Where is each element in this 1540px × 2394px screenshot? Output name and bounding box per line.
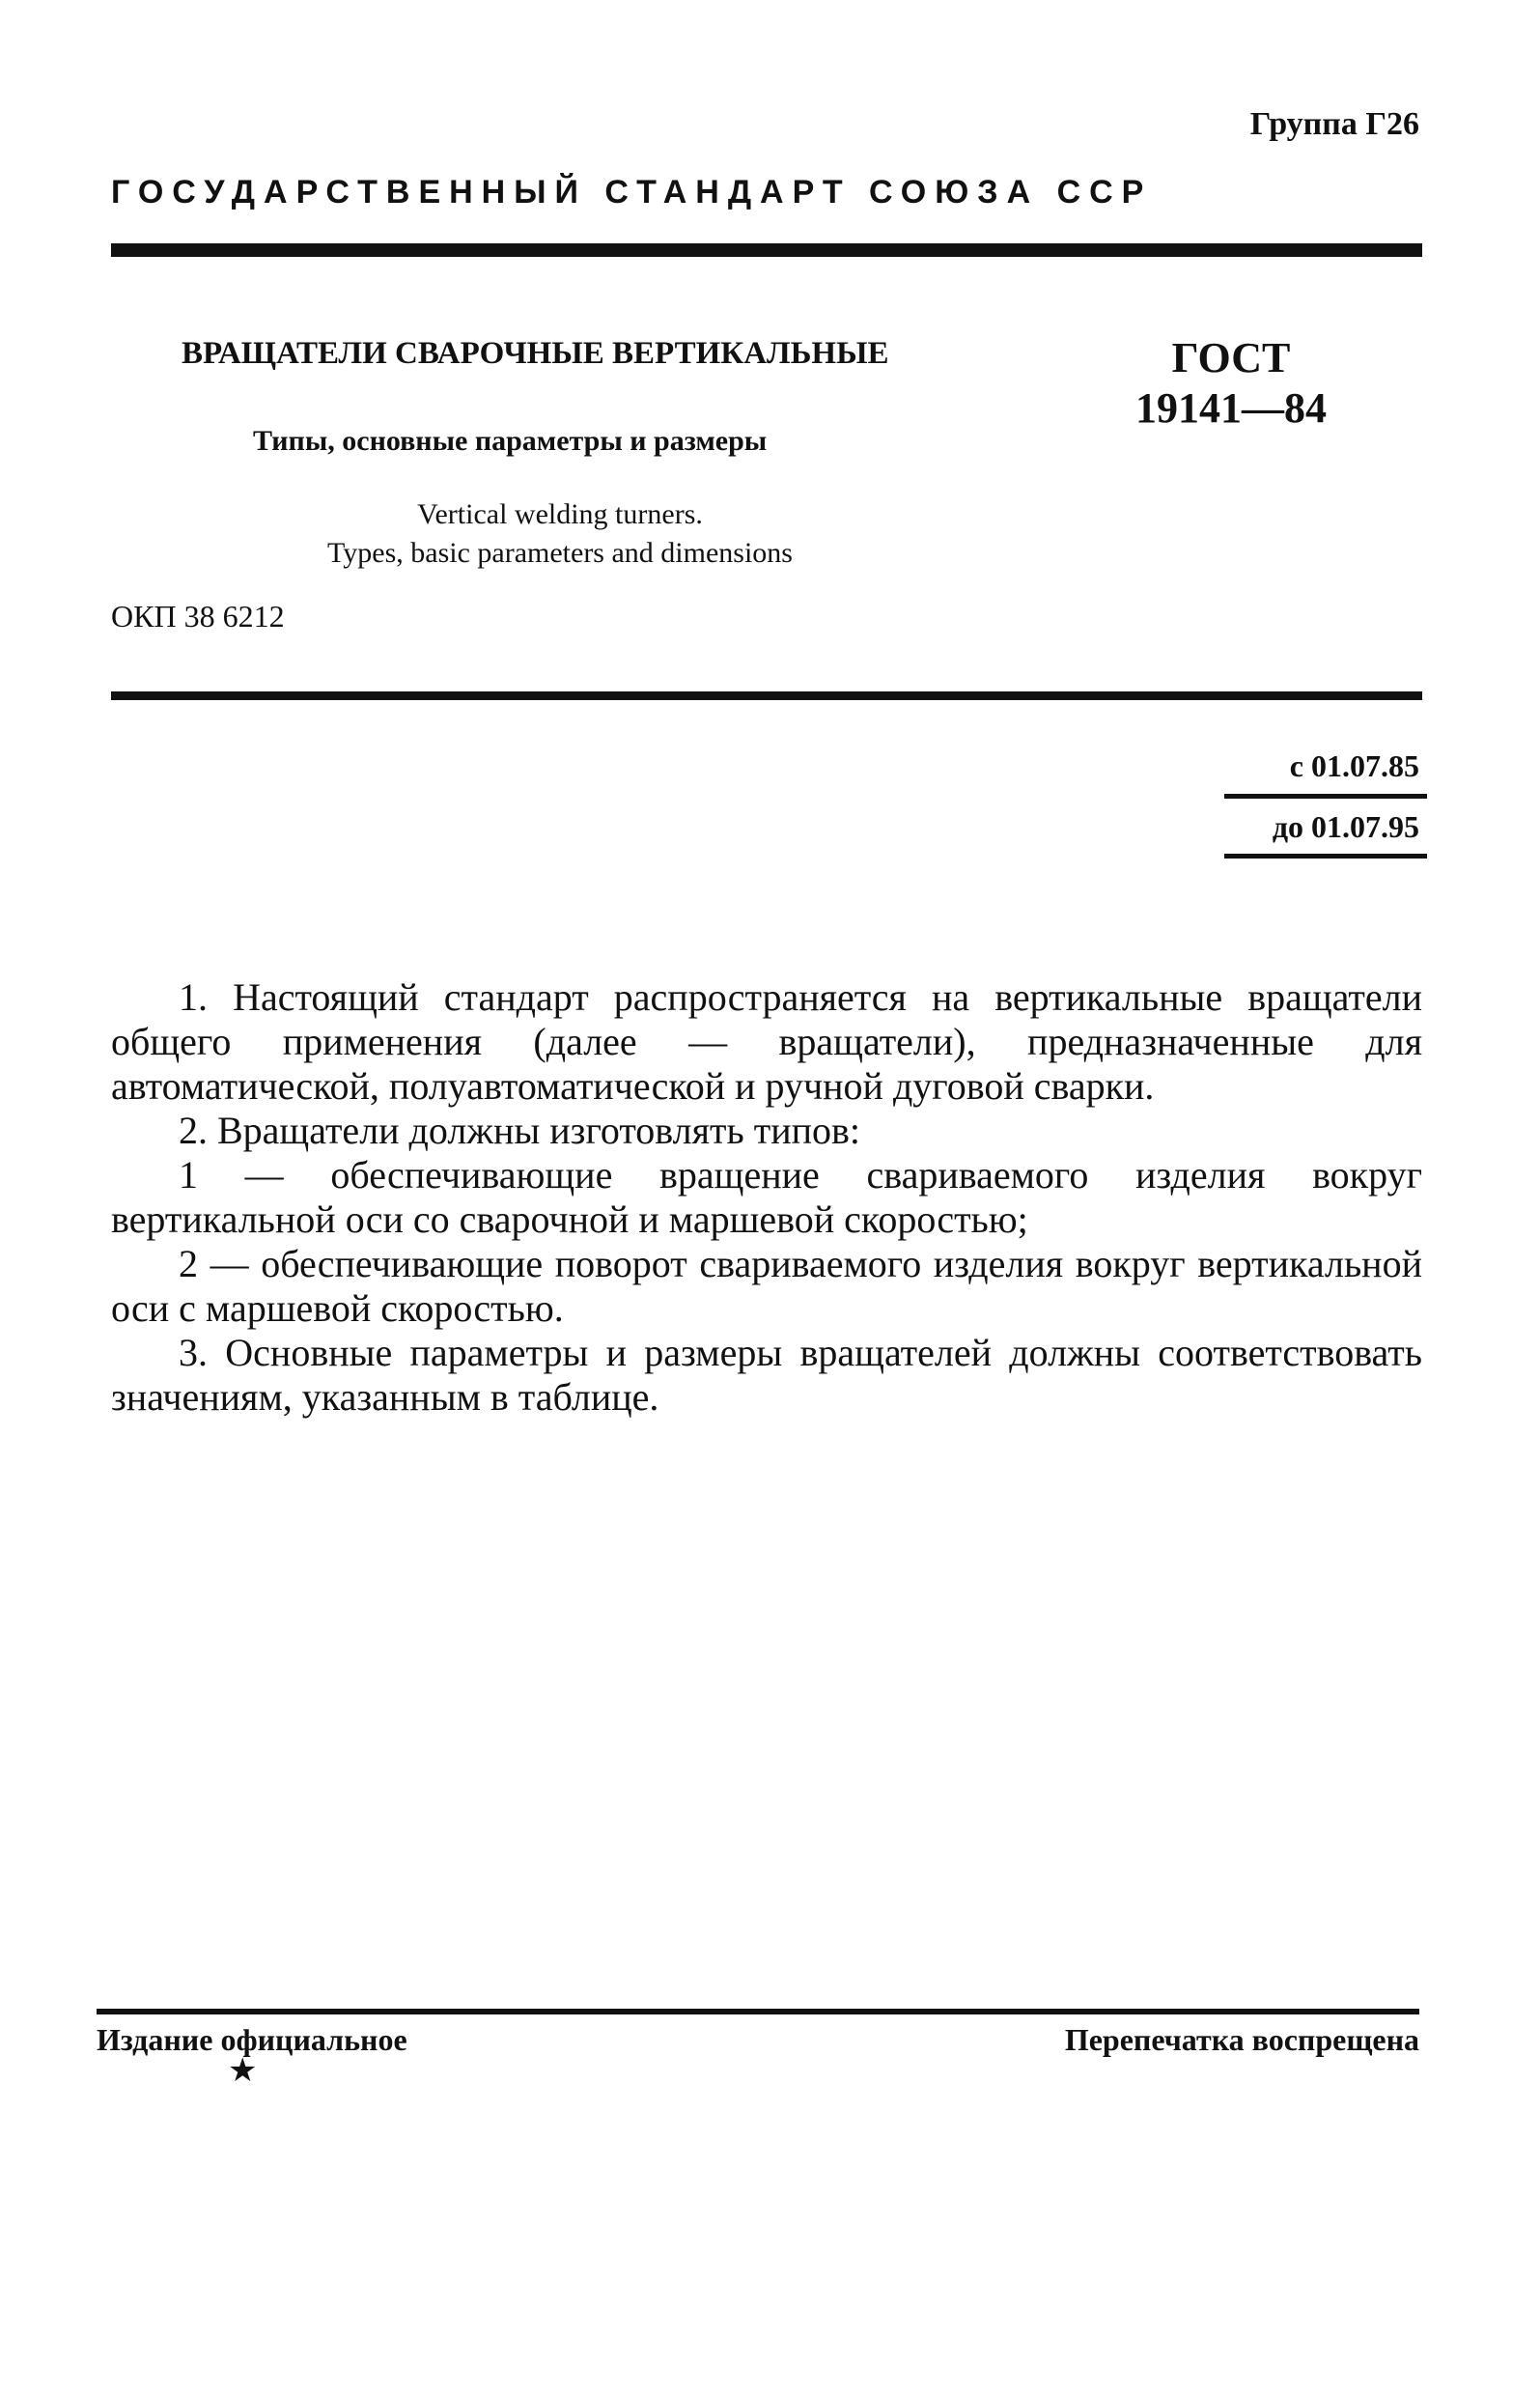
gost-label: ГОСТ xyxy=(1171,334,1291,381)
valid-to-underline xyxy=(1224,854,1427,859)
gost-number: 19141—84 xyxy=(1135,384,1327,432)
valid-to-date: до 01.07.95 xyxy=(1272,809,1419,844)
english-title-line-2: Types, basic parameters and dimensions xyxy=(327,537,793,569)
okp-code: ОКП 38 6212 xyxy=(111,599,285,634)
star-icon: ★ xyxy=(228,2053,258,2089)
gost-designation xyxy=(1120,333,1342,434)
english-title xyxy=(193,495,927,573)
paragraph-parameters: 3. Основные параметры и размеры вращателей должны соответствовать значениям, указанным в таблице. xyxy=(111,1331,1422,1419)
paragraph-types-intro: 2. Вращатели должны изготовлять типов: xyxy=(179,1109,861,1152)
section-divider xyxy=(111,691,1422,700)
reprint-prohibited-note: Перепечатка воспрещена xyxy=(1064,2022,1419,2057)
paragraph-scope: 1. Настоящий стандарт распространяется на вертикальные вращатели общего применения (далее — вращатели), предназначенные для автоматической, полуавтоматической и ручной дуговой сварки. xyxy=(111,975,1422,1108)
footer-divider xyxy=(97,2009,1419,2014)
paragraph-type-2: 2 — обеспечивающие поворот свариваемого изделия вокруг вертикальной оси с маршевой скоростью. xyxy=(111,1242,1422,1330)
document-title: ВРАЩАТЕЛИ СВАРОЧНЫЕ ВЕРТИКАЛЬНЫЕ xyxy=(182,336,889,371)
state-standard-header: ГОСУДАРСТВЕННЫЙ СТАНДАРТ СОЮЗА ССР xyxy=(111,174,1153,211)
group-code: Группа Г26 xyxy=(1249,106,1419,142)
paragraph-type-1: 1 — обеспечивающие вращение свариваемого изделия вокруг вертикальной оси со сварочной и маршевой скоростью; xyxy=(111,1153,1422,1241)
valid-from-date: с 01.07.85 xyxy=(1289,748,1419,783)
document-subtitle: Типы, основные параметры и размеры xyxy=(253,425,768,457)
header-divider xyxy=(111,243,1422,257)
english-title-line-1: Vertical welding turners. xyxy=(417,498,703,530)
valid-from-underline xyxy=(1224,794,1427,799)
official-edition-note: Издание официальное xyxy=(97,2022,407,2057)
body-text xyxy=(111,975,1422,1420)
